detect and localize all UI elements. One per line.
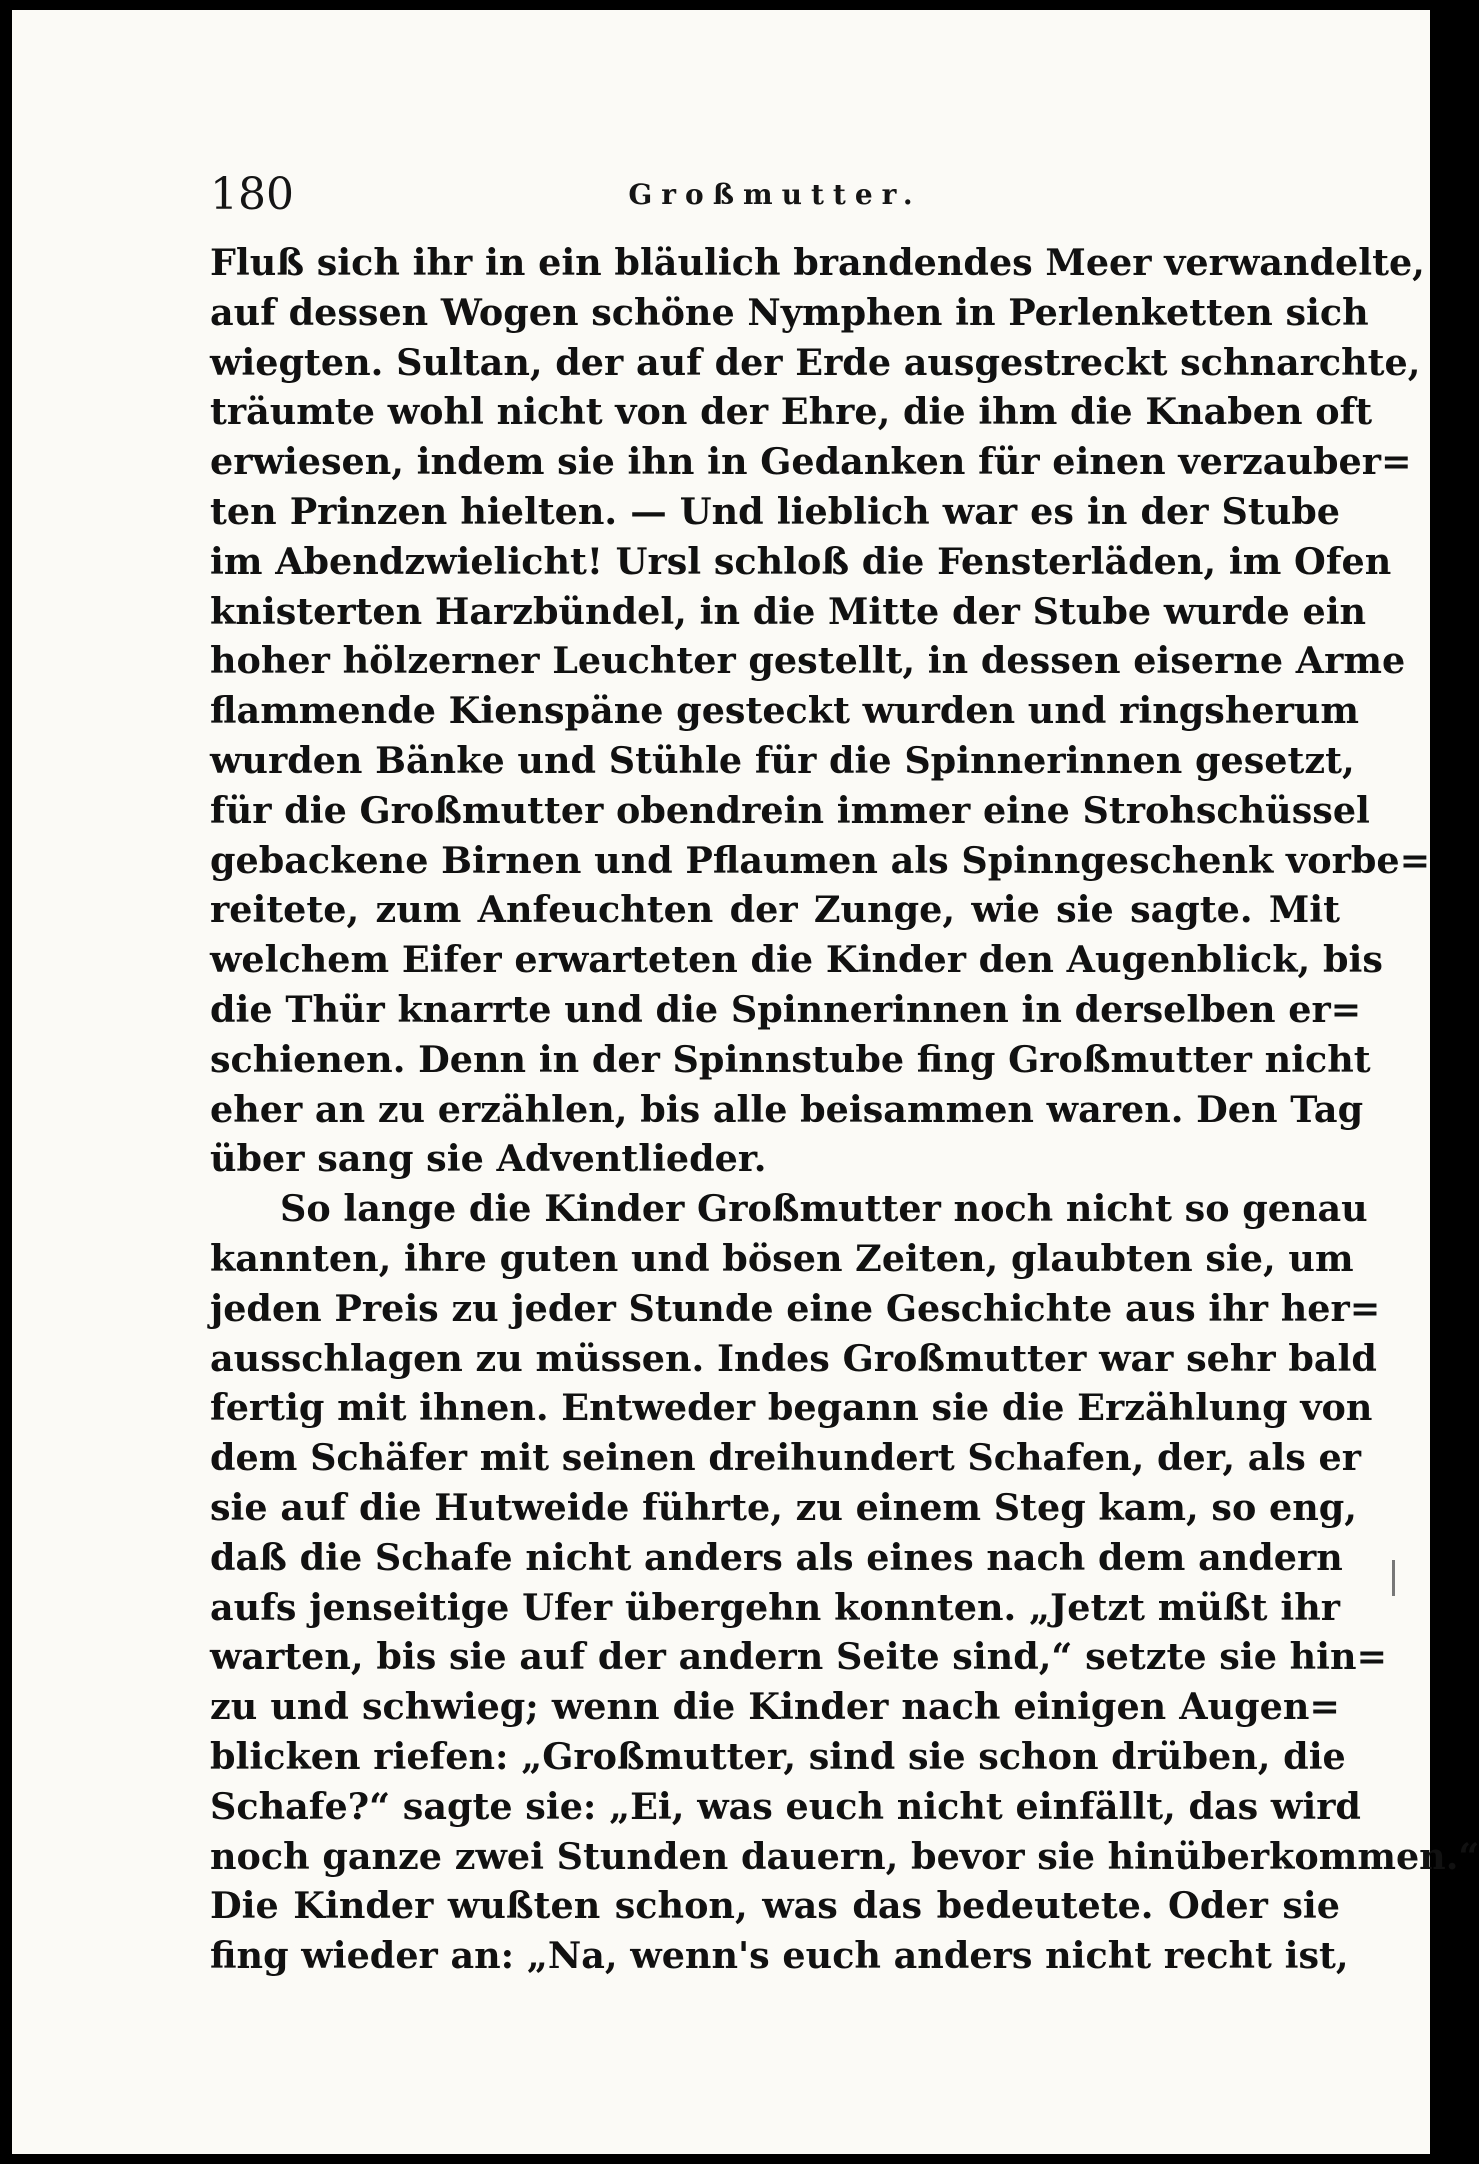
text-line: dem Schäfer mit seinen dreihundert Schafen, der, als er xyxy=(210,1436,1361,1480)
text-line: daß die Schafe nicht anders als eines nach dem andern xyxy=(210,1535,1343,1579)
text-line: für die Großmutter obendrein immer eine Strohschüssel xyxy=(210,788,1370,832)
text-line: kannten, ihre guten und bösen Zeiten, glaubten sie, um xyxy=(210,1236,1354,1280)
text-line: im Abendzwielicht! Ursl schloß die Fensterläden, im Ofen xyxy=(210,539,1392,583)
text-line: fing wieder an: „Na, wenn's euch anders nicht recht ist, xyxy=(210,1934,1349,1978)
text-line: sie auf die Hutweide führte, zu einem Steg kam, so eng, xyxy=(210,1485,1357,1529)
body-text xyxy=(210,238,1479,1981)
text-line: Die Kinder wußten schon, was das bedeutete. Oder sie xyxy=(210,1884,1340,1928)
text-line: fertig mit ihnen. Entweder begann sie die Erzählung von xyxy=(210,1386,1373,1430)
text-line: wurden Bänke und Stühle für die Spinnerinnen gesetzt, xyxy=(210,738,1355,782)
text-line: blicken riefen: „Großmutter, sind sie schon drüben, die xyxy=(210,1734,1346,1778)
text-line: ten Prinzen hielten. — Und lieblich war es in der Stube xyxy=(210,489,1340,533)
text-line: ausschlagen zu müssen. Indes Großmutter war sehr bald xyxy=(210,1336,1377,1380)
text-line: warten, bis sie auf der andern Seite sind,“ setzte sie hin= xyxy=(210,1635,1388,1679)
text-line-paragraph-start: So lange die Kinder Großmutter noch nicht so genau xyxy=(280,1187,1368,1231)
text-line-paragraph-end: über sang sie Adventlieder. xyxy=(210,1137,767,1181)
text-line: noch ganze zwei Stunden dauern, bevor sie hinüberkommen.“ xyxy=(210,1834,1479,1878)
text-line: reitete, zum Anfeuchten der Zunge, wie sie sagte. Mit xyxy=(210,888,1340,932)
running-title: Großmutter. xyxy=(628,178,922,211)
margin-mark xyxy=(1392,1560,1395,1596)
text-line: aufs jenseitige Ufer übergehn konnten. „Jetzt müßt ihr xyxy=(210,1585,1340,1629)
text-line: hoher hölzerner Leuchter gestellt, in dessen eiserne Arme xyxy=(210,639,1406,683)
page-header xyxy=(210,160,1340,230)
book-page xyxy=(12,10,1479,2154)
text-line: die Thür knarrte und die Spinnerinnen in derselben er= xyxy=(210,987,1362,1031)
text-line: jeden Preis zu jeder Stunde eine Geschichte aus ihr her= xyxy=(210,1286,1381,1330)
text-line: wiegten. Sultan, der auf der Erde ausgestreckt schnarchte, xyxy=(210,340,1421,384)
text-line: träumte wohl nicht von der Ehre, die ihm die Knaben oft xyxy=(210,390,1373,434)
text-line: Schafe?“ sagte sie: „Ei, was euch nicht einfällt, das wird xyxy=(210,1784,1361,1828)
text-line: erwiesen, indem sie ihn in Gedanken für einen verzauber= xyxy=(210,440,1412,484)
text-line: zu und schwieg; wenn die Kinder nach einigen Augen= xyxy=(210,1685,1340,1729)
text-line: gebackene Birnen und Pflaumen als Spinngeschenk vorbe= xyxy=(210,838,1431,882)
text-line: flammende Kienspäne gesteckt wurden und ringsherum xyxy=(210,689,1359,733)
text-line: knisterten Harzbündel, in die Mitte der Stube wurde ein xyxy=(210,589,1367,633)
text-line: Fluß sich ihr in ein bläulich brandendes Meer verwandelte, xyxy=(210,241,1425,284)
text-line: welchem Eifer erwarteten die Kinder den Augenblick, bis xyxy=(210,938,1383,982)
text-line: eher an zu erzählen, bis alle beisammen waren. Den Tag xyxy=(210,1087,1364,1131)
text-line: auf dessen Wogen schöne Nymphen in Perlenketten sich xyxy=(210,290,1369,334)
page-number: 180 xyxy=(210,169,294,220)
text-line: schienen. Denn in der Spinnstube fing Großmutter nicht xyxy=(210,1037,1371,1081)
